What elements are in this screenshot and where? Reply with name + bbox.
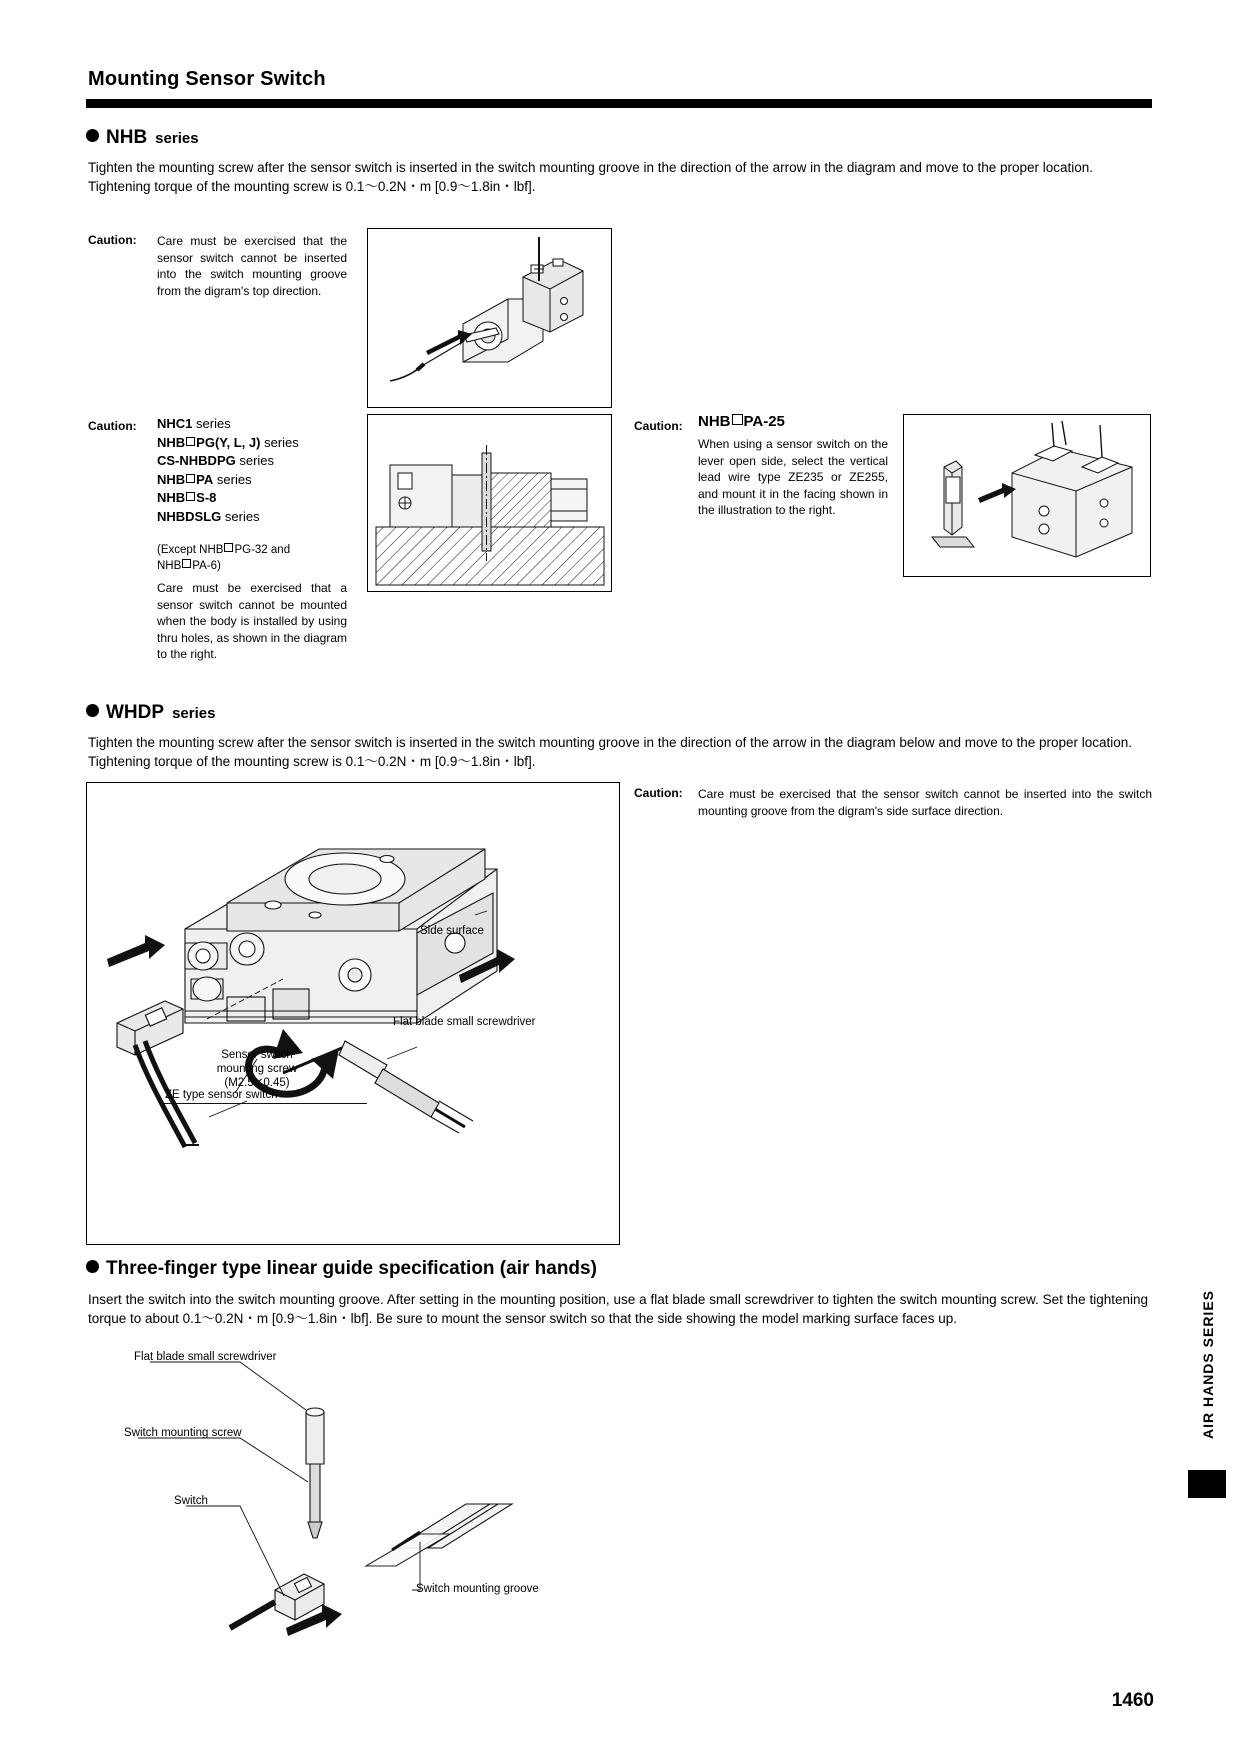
section-heading-whdp <box>86 702 215 724</box>
caution1-label: Caution: <box>88 233 137 247</box>
section-heading-nhb <box>86 127 199 149</box>
label-switch: Switch <box>174 1495 208 1507</box>
title-rule <box>86 99 1152 108</box>
caution3-label: Caution: <box>634 419 683 433</box>
caution2-series-list <box>157 415 357 526</box>
page-title: Mounting Sensor Switch <box>88 68 326 90</box>
mount-arrow-icon <box>978 483 1016 503</box>
caution1-text: Care must be exercised that the sensor switch cannot be inserted into the switch mounting groove from the digram's top direction. <box>157 234 347 298</box>
square-box-icon <box>182 559 191 568</box>
side-tab-label: AIR HANDS SERIES <box>1200 1290 1216 1440</box>
caution2-label: Caution: <box>88 419 137 433</box>
label-flat-blade-screwdriver-2: Flat blade small screwdriver <box>134 1351 277 1363</box>
figure-thru-hole-section <box>367 414 612 592</box>
label-sensor-mounting-screw: Sensor switch mounting screw (M2.5✕0.45) <box>216 1049 298 1089</box>
caution3-title <box>698 413 785 430</box>
caution3-title-pre: NHB <box>698 413 731 430</box>
side-tab-marker <box>1188 1470 1226 1498</box>
except-line-2: NHB PA-6) <box>157 559 221 572</box>
series-item: NHB S-8 <box>157 490 217 505</box>
label-ze-type-sensor-switch: ZE type sensor switch <box>165 1089 278 1101</box>
square-box-icon <box>732 414 743 425</box>
caution4-text: Care must be exercised that the sensor switch cannot be inserted into the switch mounting groove from the digram's side surface direction. <box>698 787 1152 818</box>
series-item: NHC1 series <box>157 416 231 431</box>
figure-three-finger-assembly <box>120 1352 640 1652</box>
figure-lever-open-side <box>903 414 1151 577</box>
square-box-icon <box>186 437 195 446</box>
bullet-icon <box>86 704 99 717</box>
bullet-icon <box>86 1260 99 1273</box>
series-item: NHB PG(Y, L, J) series <box>157 434 299 450</box>
figure-nhb-top-insert-drawing <box>368 229 612 408</box>
section-intro-nhb: Tighten the mounting screw after the sensor switch is inserted in the switch mounting groove in the direction of the arrow in the diagram and move to the proper location. Tightening torque of the mounting screw is 0.1〜0.2N・m [0.9〜1.8in・lbf]. <box>88 160 1094 194</box>
square-box-icon <box>186 474 195 483</box>
underline-ze-label <box>161 1103 367 1104</box>
section-heading-main: NHB <box>106 127 148 148</box>
square-box-icon <box>186 492 195 501</box>
section-heading-sub: series <box>172 705 216 722</box>
figure-whdp-assembly-drawing <box>87 783 620 1245</box>
series-item: NHB PA series <box>157 471 252 487</box>
caution4-label: Caution: <box>634 786 683 800</box>
section-heading-three-finger <box>86 1258 597 1280</box>
series-item: NHBDSLG series <box>157 508 260 524</box>
square-box-icon <box>224 543 233 552</box>
figure-whdp-assembly <box>86 782 620 1245</box>
label-switch-mounting-screw: Switch mounting screw <box>124 1427 242 1439</box>
caution2-text: Care must be exercised that a sensor switch cannot be mounted when the body is installed by using thru holes, as shown in the diagram to the right. <box>157 581 347 661</box>
section-heading-main: Three-finger type linear guide specification (air hands) <box>106 1258 597 1279</box>
figure-nhb-top-insert <box>367 228 612 408</box>
label-side-surface: Side surface <box>420 925 484 937</box>
series-item: CS-NHBDPG series <box>157 453 275 468</box>
caution3-title-post: PA-25 <box>743 413 785 430</box>
caution2-except-note <box>157 543 357 574</box>
except-line-1: (Except NHB PG-32 and <box>157 544 291 556</box>
section-intro-whdp: Tighten the mounting screw after the sensor switch is inserted in the switch mounting groove in the direction of the arrow in the diagram below and move to the proper location. Tightening torque of the mounting screw is 0.1〜0.2N・m [0.9〜1.8in・lbf]. <box>88 735 1133 769</box>
section-heading-sub: series <box>155 130 199 147</box>
label-flat-blade-screwdriver: Flat blade small screwdriver <box>393 1016 536 1028</box>
label-switch-mounting-groove: Switch mounting groove <box>416 1583 539 1595</box>
figure-lever-open-side-drawing <box>904 415 1151 577</box>
page-number: 1460 <box>1111 1690 1154 1711</box>
section-heading-main: WHDP <box>106 702 165 723</box>
bullet-icon <box>86 129 99 142</box>
caution3-text: When using a sensor switch on the lever open side, select the vertical lead wire type ZE235 or ZE255, and mount it in the facing shown in the illustration to the right. <box>698 437 888 517</box>
figure-thru-hole-drawing <box>368 415 612 592</box>
insert-direction-arrow-icon <box>107 935 165 967</box>
section-intro-three-finger: Insert the switch into the switch mounting groove. After setting in the mounting position, use a flat blade small screwdriver to tighten the switch mounting screw. Set the tightening torque to about 0.1〜0.2N・m [0.9〜1.8in・lbf]. Be sure to mount the sensor switch so that the side showing the model marking surface faces up. <box>88 1292 1148 1326</box>
